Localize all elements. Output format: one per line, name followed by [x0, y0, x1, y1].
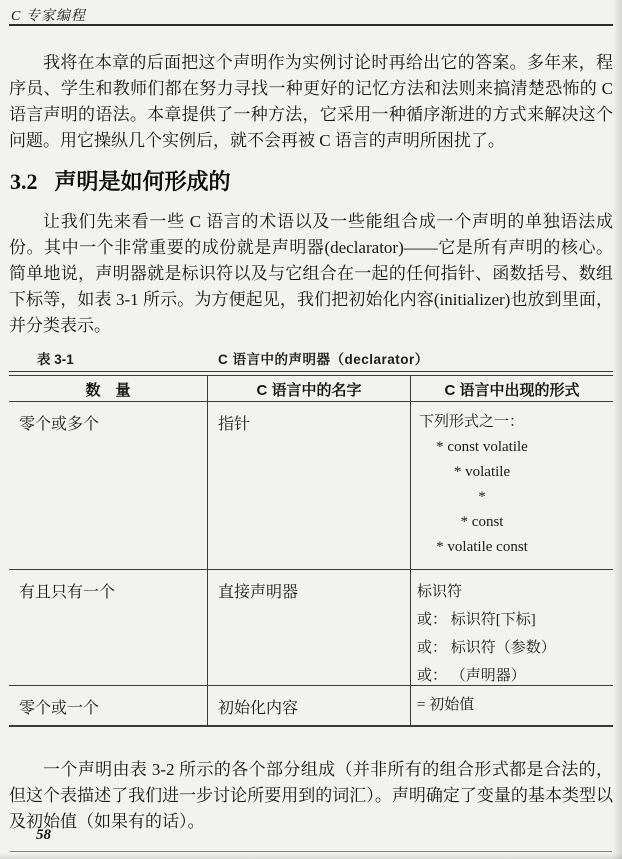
table-col-header-quantity: 数 量 [85, 382, 131, 399]
declarator-table [9, 371, 613, 727]
table-cell-name-row2: 直接声明器 [207, 569, 410, 685]
table-col-header-name: C 语言中的名字 [207, 376, 410, 401]
form-line: * volatile [453, 464, 511, 480]
form-line: = 初始值 [417, 697, 475, 713]
page-content [9, 26, 613, 835]
table-cell-name-row1: 指针 [207, 401, 410, 569]
form-line: 或： 标识符[下标] [417, 612, 536, 628]
table-caption-label: 表 3-1 [37, 352, 74, 367]
table-caption [9, 348, 613, 367]
table-col-header-form: C 语言中出现的形式 [410, 376, 613, 401]
form-line: 标识符 [417, 584, 463, 600]
table-caption-title: C 语言中的声明器（declarator） [218, 352, 429, 367]
paragraph-summary: 一个声明由表 3-2 所示的各个部分组成（并非所有的组合形式都是合法的，但这个表描述了我们进一步讨论所要用到的词汇）。声明确定了变量的基本类型以及初始值（如果有的话）。 [9, 760, 613, 831]
paragraph-terms: 让我们先来看一些 C 语言的术语以及一些能组合成一个声明的单独语法成份。其中一个非常重要的成份就是声明器(declarator)——它是所有声明的核心。简单地说，声明器就是标识符以及与它组合在一起的任何指针、函数括号、数组下标等，如表 3-1 所示。为方便起见，我们把初始化内容(initializer)也放到里面，并分类表示。 [9, 212, 613, 335]
form-line: * const volatile [436, 439, 528, 455]
section-title: 声明是如何形成的 [54, 169, 231, 194]
form-line: * const [460, 514, 504, 530]
form-line: * volatile const [436, 539, 528, 555]
table-cell-quantity-row2: 有且只有一个 [9, 569, 207, 685]
table-cell-forms-row2 [410, 569, 613, 685]
section-heading [10, 168, 613, 196]
form-line: 或： 标识符（参数） [417, 640, 556, 656]
form-line: * [478, 489, 486, 505]
table-cell-forms-row1 [410, 401, 613, 569]
running-header-title: C 专家编程 [11, 9, 86, 24]
table-grid [9, 376, 613, 727]
running-header [11, 5, 86, 25]
table-cell-quantity-row3: 零个或一个 [9, 685, 207, 725]
form-line: 下列形式之一： [419, 414, 525, 430]
bottom-rule [10, 851, 612, 852]
table-cell-quantity-row1: 零个或多个 [9, 401, 207, 569]
form-line: 或： （声明器） [417, 668, 526, 684]
table-cell-forms-row3 [410, 685, 613, 725]
paragraph-intro: 我将在本章的后面把这个声明作为实例讨论时再给出它的答案。多年来，程序员、学生和教师们都在努力寻找一种更好的记忆方法和法则来搞清楚恐怖的 C 语言声明的语法。本章提供了一种方法，它采用一种循序渐进的方式来解决这个问题。用它操纵几个实例后，就不会再被 C 语言的声明所困扰了。 [9, 53, 613, 150]
table-cell-name-row3: 初始化内容 [207, 685, 410, 725]
section-number: 3.2 [10, 169, 38, 194]
page-number: 58 [36, 827, 51, 843]
